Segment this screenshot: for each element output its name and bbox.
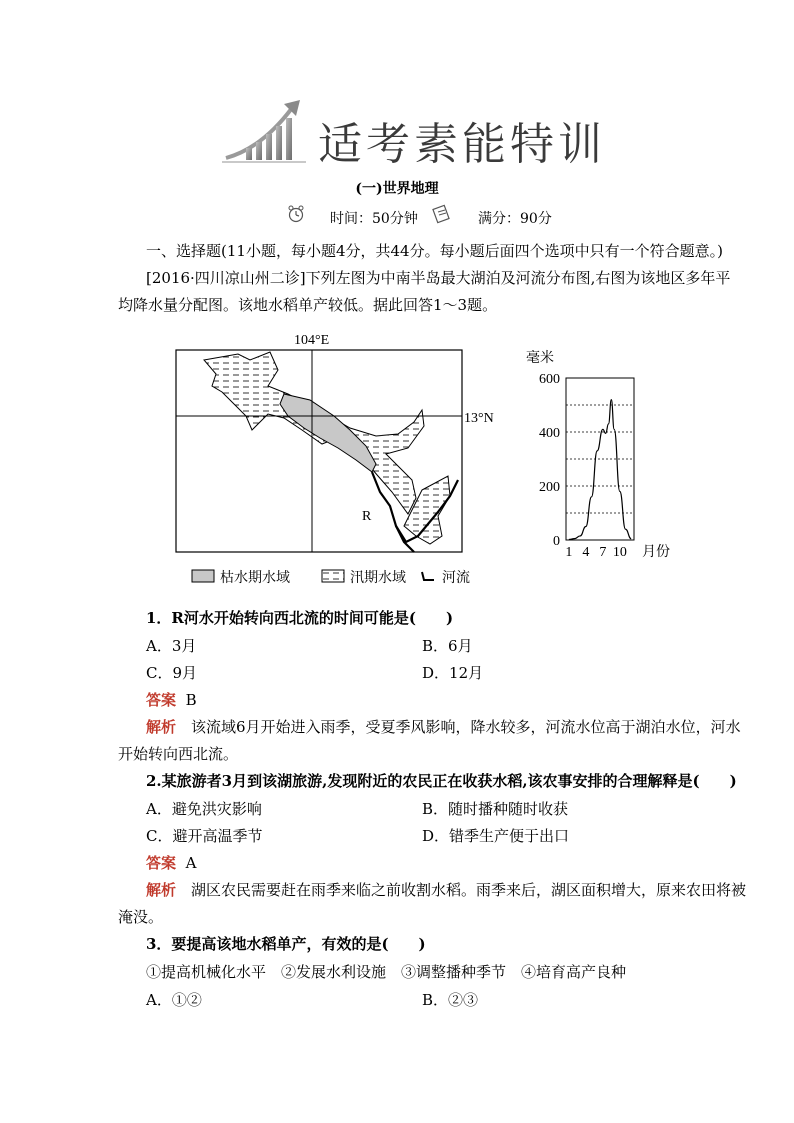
answer-label: 答案 <box>146 691 177 709</box>
y-tick-label: 0 <box>553 534 560 549</box>
intro-line-1: [2016·四川凉山州二诊]下列左图为中南半岛最大湖泊及河流分布图,右图为该地区多年平 <box>146 269 731 287</box>
q1-option-b[interactable]: B．6月 <box>422 637 473 655</box>
question-3-stem: 3．要提高该地水稻单产，有效的是( ) <box>146 935 426 953</box>
chart-xlabel: 月份 <box>642 545 670 560</box>
q2-analysis-cont: 淹没。 <box>118 908 164 926</box>
answer-value: B <box>185 691 197 709</box>
q2-option-a[interactable]: A．避免洪灾影响 <box>146 800 262 818</box>
intro-line-2: 均降水量分配图。该地水稻单产较低。据此回答1～3题。 <box>118 296 498 314</box>
question-2-stem: 2.某旅游者3月到该湖旅游,发现附近的农民正在收获水稻,该农事安排的合理解释是( ) <box>146 772 737 790</box>
section-subtitle: (一)世界地理 <box>355 181 439 197</box>
analysis-text: 湖区农民需要赶在雨季来临之前收割水稻。雨季来后，湖区面积增大，原来农田将被 <box>176 881 747 899</box>
q1-option-d[interactable]: D．12月 <box>422 664 484 682</box>
legend-dry-label: 枯水期水域 <box>220 571 290 586</box>
y-tick-label: 200 <box>539 480 560 495</box>
latitude-label: 13°N <box>464 411 494 426</box>
q2-option-d[interactable]: D．错季生产便于出口 <box>422 827 570 845</box>
header-title: 适考素能特训 <box>318 119 606 170</box>
legend <box>192 569 470 586</box>
y-tick-label: 400 <box>539 426 560 441</box>
q2-option-b[interactable]: B．随时播种随时收获 <box>422 800 569 818</box>
q1-option-a[interactable]: A．3月 <box>146 637 197 655</box>
question-1-stem: 1．R河水开始转向西北流的时间可能是( ) <box>146 609 454 627</box>
rainfall-chart <box>526 349 670 560</box>
x-tick-label: 4 <box>582 545 590 560</box>
river-r-label: R <box>362 509 372 524</box>
header-logo <box>222 98 306 166</box>
legend-flood-swatch <box>322 570 344 582</box>
x-tick-label: 7 <box>599 545 607 560</box>
q2-answer <box>146 853 196 873</box>
legend-river-label: 河流 <box>442 571 470 586</box>
section-heading: 一、选择题(11小题，每小题4分，共44分。每小题后面四个选项中只有一个符合题意。) <box>146 242 723 260</box>
q1-analysis-cont: 开始转向西北流。 <box>118 745 239 763</box>
q3-option-b[interactable]: B．②③ <box>422 991 479 1009</box>
rainfall-line <box>569 400 631 540</box>
q1-analysis <box>146 717 741 737</box>
figure <box>172 330 682 590</box>
analysis-text: 该流域6月开始进入雨季，受夏季风影响，降水较多，河流水位高于湖泊水位，河水 <box>176 718 741 736</box>
legend-dry-swatch <box>192 570 214 582</box>
q3-option-a[interactable]: A．①② <box>146 991 202 1009</box>
q2-option-c[interactable]: C．避开高温季节 <box>146 827 263 845</box>
q2-analysis <box>146 880 746 900</box>
time-label: 时间：50分钟 <box>330 211 418 227</box>
lake-map <box>176 333 494 552</box>
clock-icon <box>287 205 305 223</box>
legend-river-icon <box>422 572 434 580</box>
chart-ylabel: 毫米 <box>526 351 554 366</box>
q3-items: ①提高机械化水平 ②发展水利设施 ③调整播种季节 ④培育高产良种 <box>146 963 627 981</box>
q1-option-c[interactable]: C．9月 <box>146 664 198 682</box>
answer-value: A <box>185 854 197 872</box>
legend-flood-label: 汛期水域 <box>350 571 406 586</box>
q1-answer <box>146 690 197 710</box>
score-paper-icon <box>432 204 452 224</box>
x-tick-label: 10 <box>612 545 627 560</box>
x-tick-label: 1 <box>565 545 573 560</box>
analysis-label: 解析 <box>146 718 177 736</box>
longitude-label: 104°E <box>294 333 330 348</box>
answer-label: 答案 <box>146 854 177 872</box>
score-label: 满分：90分 <box>478 211 552 227</box>
analysis-label: 解析 <box>146 881 177 899</box>
y-tick-label: 600 <box>539 372 560 387</box>
